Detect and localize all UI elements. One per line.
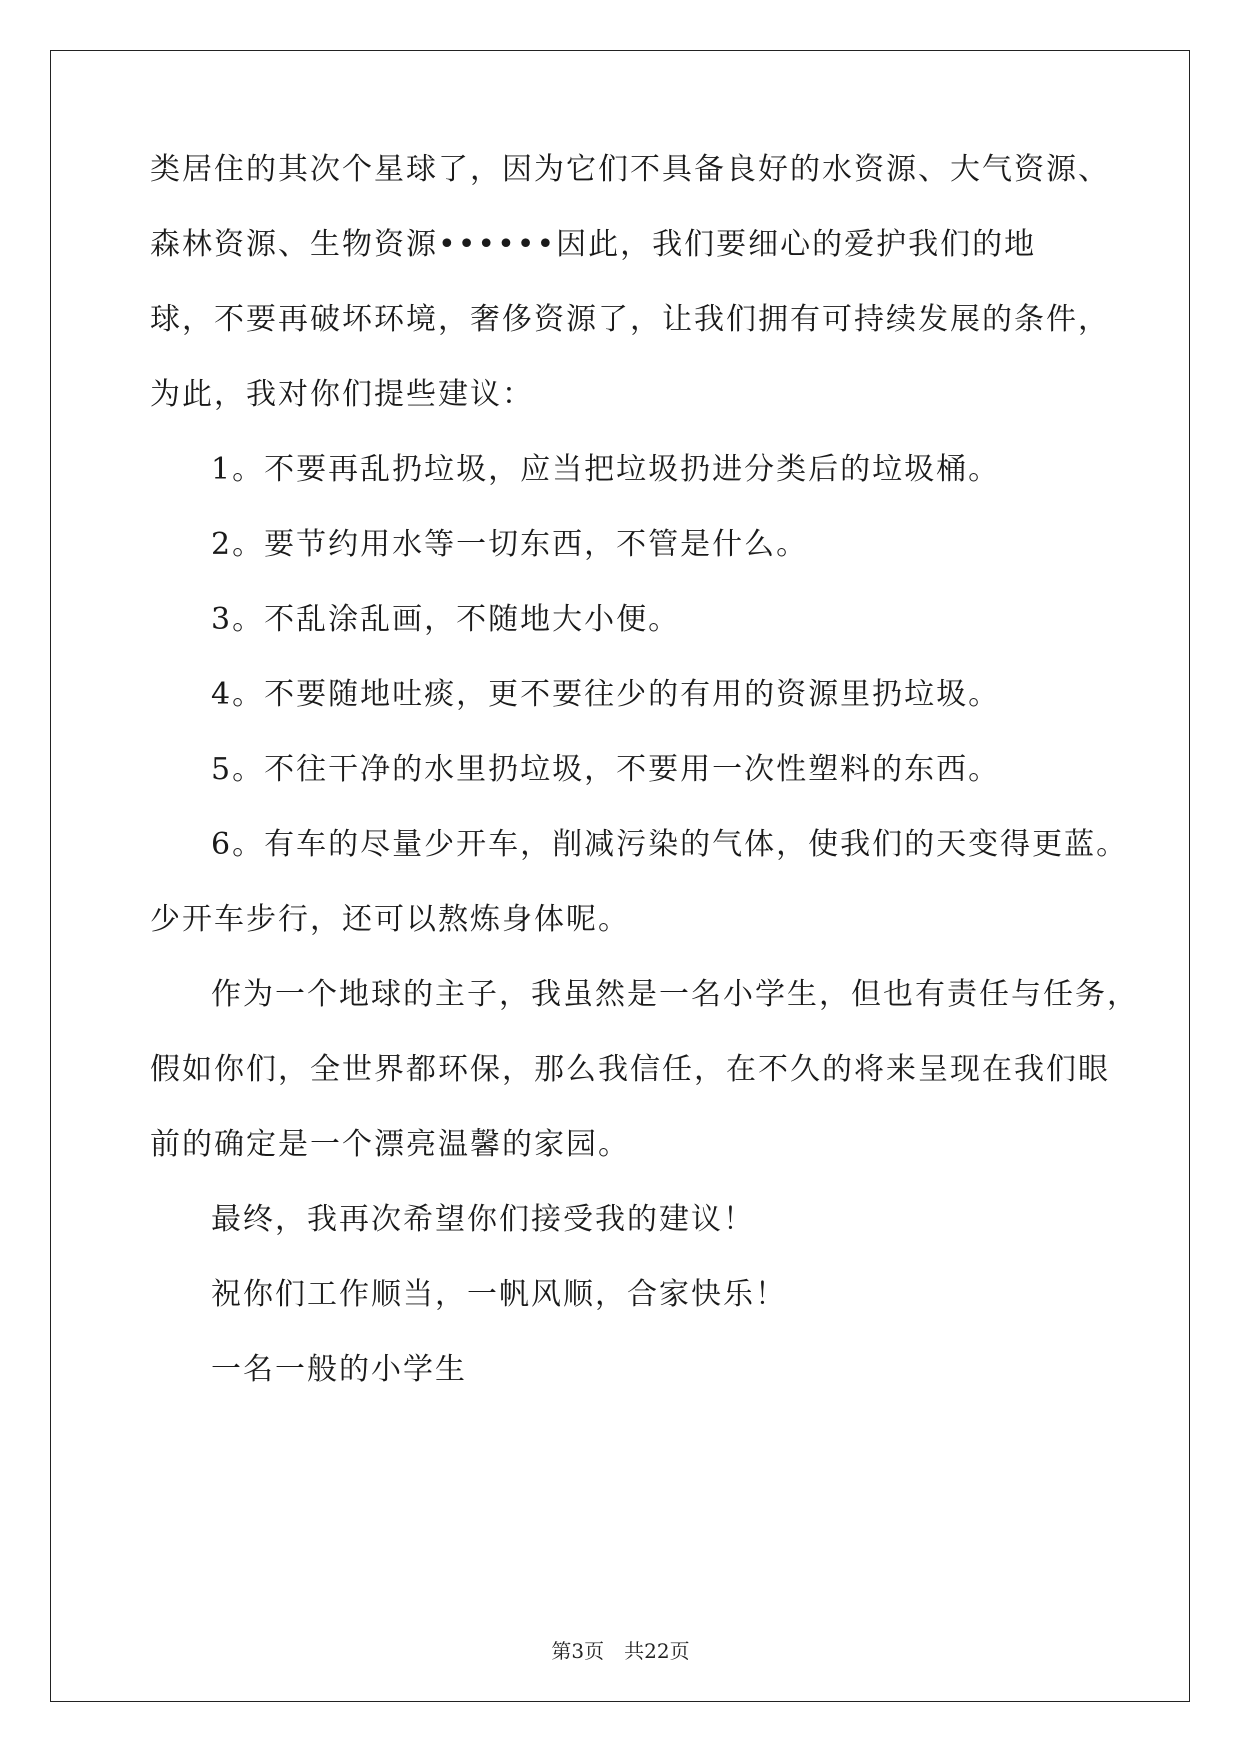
list-item-3: 3。不乱涂乱画，不随地大小便。 [211,602,681,637]
body-line: 森林资源、生物资源••••••因此，我们要细心的爱护我们的地 [150,227,1037,262]
list-item-4: 4。不要随地吐痰，更不要往少的有用的资源里扔垃圾。 [211,677,1001,712]
body-line: 作为一个地球的主子，我虽然是一名小学生，但也有责任与任务， [211,977,1139,1012]
signature: 一名一般的小学生 [211,1352,467,1387]
body-line: 为此，我对你们提些建议： [150,377,534,412]
page-footer [0,1639,1241,1663]
body-line: 类居住的其次个星球了，因为它们不具备良好的水资源、大气资源、 [150,152,1110,187]
list-item-5: 5。不往干净的水里扔垃圾，不要用一次性塑料的东西。 [211,752,1001,787]
closing-line: 最终，我再次希望你们接受我的建议！ [211,1202,755,1237]
body-line: 假如你们，全世界都环保，那么我信任，在不久的将来呈现在我们眼 [150,1052,1110,1087]
page-frame [50,50,1190,1702]
body-line: 少开车步行，还可以熬炼身体呢。 [150,902,630,937]
list-item-1: 1。不要再乱扔垃圾，应当把垃圾扔进分类后的垃圾桶。 [211,452,1001,487]
greeting-line: 祝你们工作顺当，一帆风顺，合家快乐！ [211,1277,787,1312]
list-item-6: 6。有车的尽量少开车，削减污染的气体，使我们的天变得更蓝。 [211,827,1129,862]
list-item-2: 2。要节约用水等一切东西，不管是什么。 [211,527,809,562]
page-number: 第3页 [551,1639,605,1663]
body-line: 前的确定是一个漂亮温馨的家园。 [150,1127,630,1162]
page-total: 共22页 [624,1639,690,1663]
body-line: 球，不要再破坏环境，奢侈资源了，让我们拥有可持续发展的条件， [150,302,1110,337]
